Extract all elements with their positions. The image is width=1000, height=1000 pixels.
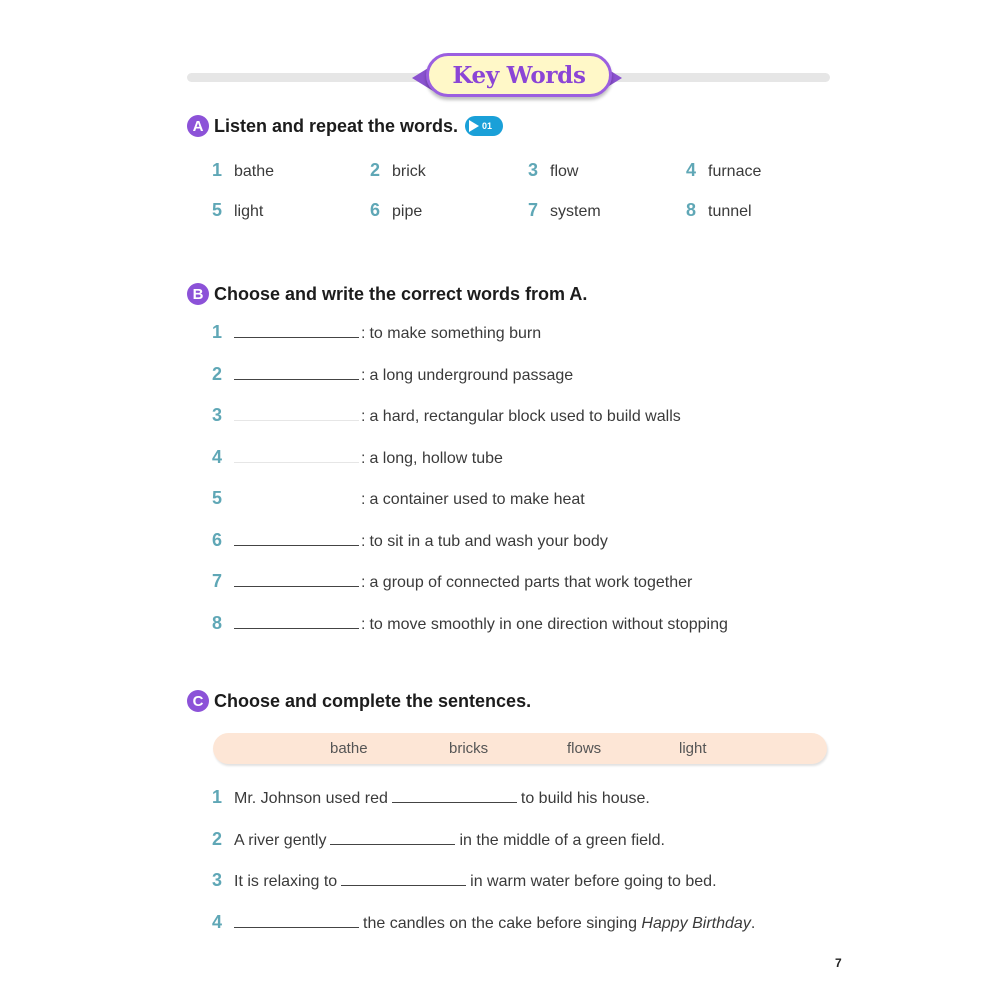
definition-number: 5 [212, 488, 223, 508]
sentence-row [212, 787, 650, 808]
word-text: furnace [708, 163, 762, 180]
word-item [370, 200, 422, 221]
definition-text: a hard, rectangular block used to build walls [369, 408, 681, 425]
word-item [528, 160, 578, 181]
sentence-after: to build his house. [520, 790, 650, 807]
word-text: bathe [234, 163, 275, 180]
colon: : [361, 367, 366, 384]
sentence-before: It is relaxing to [234, 873, 338, 890]
sentence-after: in warm water before going to bed. [470, 873, 717, 890]
colon: : [361, 408, 366, 425]
colon: : [361, 450, 366, 467]
word-number: 2 [370, 160, 381, 180]
definition-number: 7 [212, 571, 223, 591]
word-bank-item: light [679, 740, 707, 757]
word-number: 3 [528, 160, 539, 180]
sentence-number: 4 [212, 912, 223, 932]
word-text: brick [392, 163, 426, 180]
definition-row [212, 447, 503, 468]
answer-blank[interactable] [234, 323, 359, 338]
definition-number: 1 [212, 322, 223, 342]
definition-number: 3 [212, 405, 223, 425]
sentence-number: 1 [212, 787, 223, 807]
audio-track-number: 01 [482, 121, 493, 131]
word-number: 7 [528, 200, 539, 220]
answer-blank[interactable] [234, 365, 359, 380]
page-title: Key Words [452, 61, 586, 89]
definition-text: to sit in a tub and wash your body [369, 533, 608, 550]
answer-blank[interactable] [234, 531, 359, 546]
word-item [212, 200, 263, 221]
colon: : [361, 616, 366, 633]
sentence-number: 3 [212, 870, 223, 890]
definition-text: a container used to make heat [369, 491, 585, 508]
word-item [528, 200, 601, 221]
page-number: 7 [835, 956, 842, 970]
sentence-row [212, 829, 665, 850]
word-item [686, 160, 761, 181]
definition-text: a long, hollow tube [369, 450, 503, 467]
definition-row [212, 322, 541, 343]
definition-row [212, 364, 573, 385]
answer-blank[interactable] [234, 614, 359, 629]
audio-play-button[interactable] [465, 116, 503, 136]
definition-row [212, 613, 728, 634]
answer-blank[interactable] [330, 830, 455, 845]
sentence-after: in the middle of a green field. [459, 832, 665, 849]
word-number: 6 [370, 200, 381, 220]
colon: : [361, 574, 366, 591]
answer-blank[interactable] [392, 788, 517, 803]
word-item [212, 160, 274, 181]
word-bank-item: bathe [330, 740, 368, 757]
section-b-title: Choose and write the correct words from A. [214, 283, 588, 304]
word-number: 1 [212, 160, 223, 180]
word-bank [213, 733, 827, 764]
word-text: system [550, 203, 601, 220]
definition-text: a group of connected parts that work together [369, 574, 693, 591]
word-bank-item: flows [567, 740, 602, 757]
answer-blank[interactable] [234, 572, 359, 587]
definition-text: to make something burn [369, 325, 542, 342]
definition-row [212, 405, 681, 426]
definition-number: 8 [212, 613, 223, 633]
sentence-row [212, 912, 755, 933]
colon: : [361, 325, 366, 342]
sentence-after: the candles on the cake before singing [363, 915, 637, 932]
word-text: flow [550, 163, 579, 180]
definition-number: 6 [212, 530, 223, 550]
word-text: light [234, 203, 264, 220]
definition-row [212, 530, 608, 551]
sentence-row [212, 870, 717, 891]
section-a-title: Listen and repeat the words. [214, 115, 459, 136]
title-banner [412, 50, 622, 100]
word-item [686, 200, 752, 221]
section-a-header [187, 115, 503, 137]
answer-blank[interactable] [341, 871, 466, 886]
definition-number: 2 [212, 364, 223, 384]
song-title: Happy Birthday [641, 915, 751, 932]
sentence-before: A river gently [234, 832, 327, 849]
word-bank-item: bricks [449, 740, 489, 757]
word-item [370, 160, 426, 181]
section-a-badge: A [187, 115, 209, 137]
definition-row [212, 488, 585, 509]
sentence-end: . [750, 915, 756, 932]
word-text: tunnel [708, 203, 752, 220]
colon: : [361, 491, 366, 508]
section-c-badge: C [187, 690, 209, 712]
section-b-header [187, 283, 587, 305]
definition-number: 4 [212, 447, 223, 467]
section-c-title: Choose and complete the sentences. [214, 690, 532, 711]
definition-text: to move smoothly in one direction without stopping [369, 616, 728, 633]
title-pill [426, 53, 612, 97]
sentence-before: Mr. Johnson used red [234, 790, 388, 807]
answer-blank[interactable] [234, 489, 359, 504]
colon: : [361, 533, 366, 550]
answer-blank[interactable] [234, 913, 359, 928]
sentence-number: 2 [212, 829, 223, 849]
definition-row [212, 571, 692, 592]
answer-blank[interactable] [234, 406, 359, 421]
definition-text: a long underground passage [369, 367, 574, 384]
word-text: pipe [392, 203, 423, 220]
play-icon [469, 120, 479, 132]
word-number: 4 [686, 160, 697, 180]
answer-blank[interactable] [234, 448, 359, 463]
word-number: 5 [212, 200, 223, 220]
section-c-header [187, 690, 531, 712]
section-b-badge: B [187, 283, 209, 305]
word-number: 8 [686, 200, 697, 220]
